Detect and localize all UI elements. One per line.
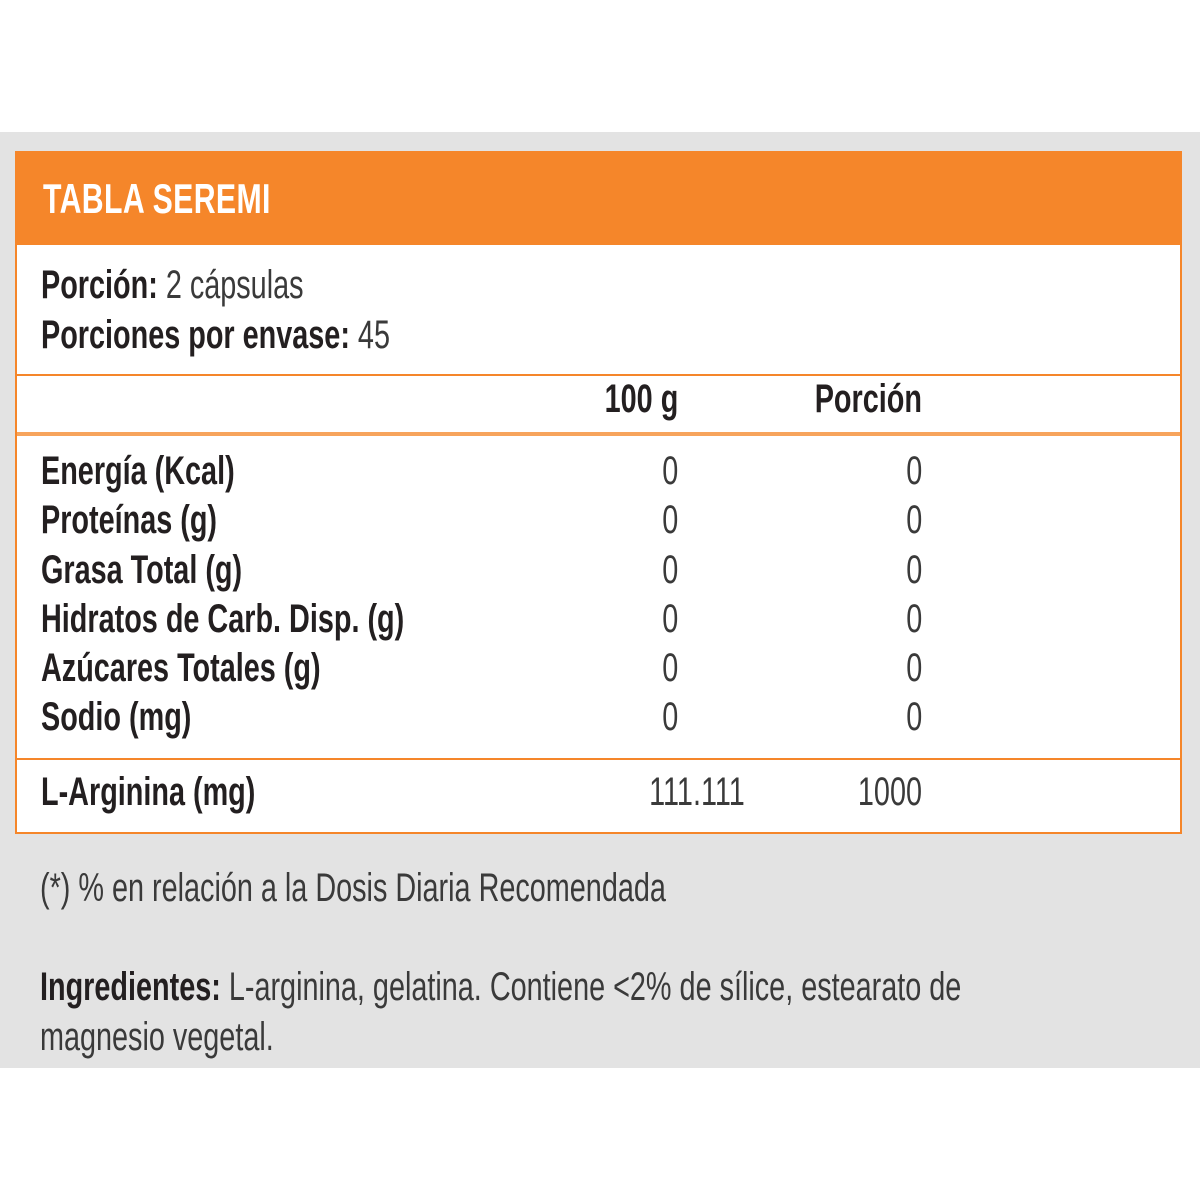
servings-label: Porciones por envase: bbox=[41, 313, 350, 357]
divider bbox=[17, 432, 1180, 436]
row-name: Energía (Kcal) bbox=[41, 449, 235, 493]
ingredients-line-2: magnesio vegetal. bbox=[40, 1015, 274, 1059]
ingredients-line-1 bbox=[40, 965, 961, 1010]
servings-value: 45 bbox=[357, 313, 390, 357]
row-value-100g: 0 bbox=[661, 597, 678, 641]
row-value-portion: 0 bbox=[905, 449, 922, 493]
row-name: L-Arginina (mg) bbox=[41, 770, 256, 814]
column-header-portion: Porción bbox=[814, 377, 922, 421]
row-value-portion: 0 bbox=[905, 548, 922, 592]
divider bbox=[17, 758, 1180, 760]
row-value-100g: 0 bbox=[661, 548, 678, 592]
portion-line bbox=[41, 263, 304, 308]
row-value-portion: 0 bbox=[905, 695, 922, 739]
row-value-100g: 0 bbox=[661, 646, 678, 690]
footnote: (*) % en relación a la Dosis Diaria Recomendada bbox=[40, 866, 666, 910]
divider bbox=[17, 374, 1180, 376]
table-title: TABLA SEREMI bbox=[43, 175, 271, 222]
row-value-portion: 0 bbox=[905, 597, 922, 641]
portion-label: Porción: bbox=[41, 263, 158, 307]
table-header bbox=[17, 153, 1180, 245]
row-name: Grasa Total (g) bbox=[41, 548, 243, 592]
ingredients-text: L-arginina, gelatina. Contiene <2% de sílice, estearato de bbox=[228, 965, 962, 1009]
row-value-portion: 1000 bbox=[857, 770, 922, 814]
column-header-100g: 100 g bbox=[604, 377, 678, 421]
row-value-portion: 0 bbox=[905, 646, 922, 690]
row-value-100g: 0 bbox=[661, 449, 678, 493]
row-name: Sodio (mg) bbox=[41, 695, 192, 739]
row-value-100g: 0 bbox=[661, 498, 678, 542]
portion-value: 2 cápsulas bbox=[165, 263, 304, 307]
row-name: Proteínas (g) bbox=[41, 498, 218, 542]
row-name: Hidratos de Carb. Disp. (g) bbox=[41, 597, 405, 641]
row-value-portion: 0 bbox=[905, 498, 922, 542]
servings-line bbox=[41, 313, 390, 358]
row-name: Azúcares Totales (g) bbox=[41, 646, 321, 690]
row-value-100g: 111.111 bbox=[649, 770, 745, 814]
row-value-100g: 0 bbox=[661, 695, 678, 739]
ingredients-label: Ingredientes: bbox=[40, 965, 221, 1009]
nutrition-table bbox=[15, 151, 1182, 834]
